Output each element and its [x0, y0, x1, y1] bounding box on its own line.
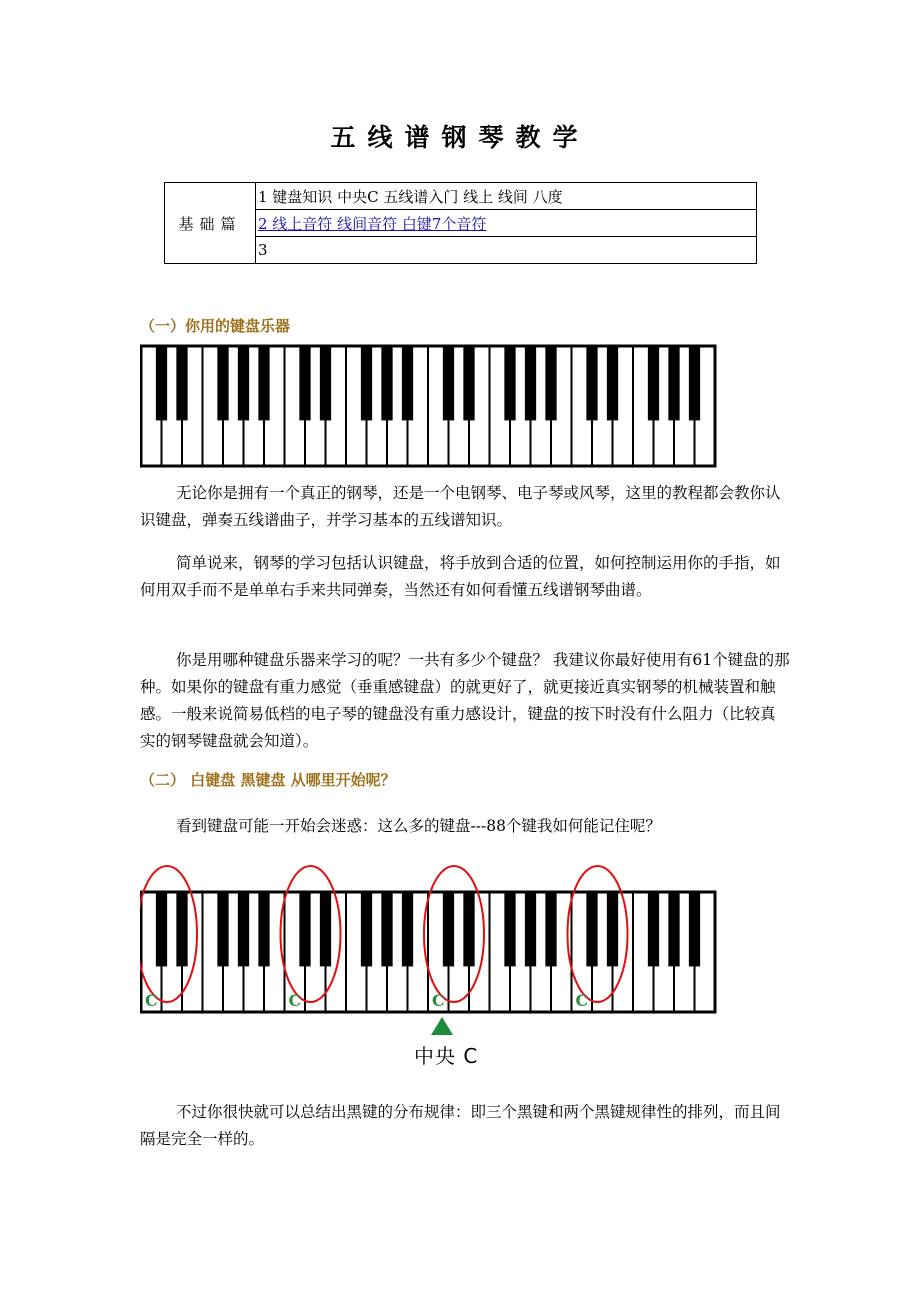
black-key: [689, 346, 700, 420]
black-key: [525, 892, 536, 966]
black-key: [689, 892, 700, 966]
black-key: [648, 892, 659, 966]
middle-c-label: 中央 C: [414, 1044, 479, 1068]
black-key: [320, 346, 331, 420]
black-key: [217, 892, 228, 966]
section-2-paragraph-2: 不过你很快就可以总结出黑键的分布规律：即三个黑键和两个黑键规律性的排列，而且间隔是完全一样的。: [140, 1103, 781, 1148]
toc-table: [164, 182, 757, 264]
toc-row-2: [256, 210, 757, 237]
black-key: [361, 892, 372, 966]
black-key: [463, 892, 474, 966]
c-key-label: C: [288, 991, 302, 1010]
c-key-label: C: [145, 991, 158, 1010]
toc-row-3-text: 3: [258, 241, 268, 259]
black-key: [176, 346, 187, 420]
page-title: 五线谱钢琴教学: [330, 123, 590, 152]
c-key-label: C: [575, 991, 589, 1010]
toc-row-3: [256, 237, 757, 264]
black-key: [607, 892, 618, 966]
black-key: [586, 346, 597, 420]
black-key: [504, 892, 515, 966]
black-key: [320, 892, 331, 966]
up-arrow-icon: [431, 1017, 453, 1035]
black-key: [156, 346, 167, 420]
black-key: [648, 346, 659, 420]
c-key-label: C: [432, 991, 445, 1010]
keyboard-image: [140, 344, 722, 468]
black-key: [504, 346, 515, 420]
black-key: [525, 346, 536, 420]
black-key: [361, 346, 372, 420]
section-1-paragraph-1: 无论你是拥有一个真正的钢琴，还是一个电钢琴、电子琴或风琴，这里的教程都会教你认识键盘，弹奏五线谱曲子，并学习基本的五线谱知识。: [140, 484, 781, 529]
black-key: [258, 892, 269, 966]
black-key: [545, 346, 556, 420]
keyboard-diagram: [140, 864, 722, 1034]
black-key: [381, 346, 392, 420]
black-key: [217, 346, 228, 420]
black-key: [402, 346, 413, 420]
black-key: [258, 346, 269, 420]
black-key: [238, 346, 249, 420]
section-1-paragraph-2: 简单说来，钢琴的学习包括认识键盘，将手放到合适的位置，如何控制运用你的手指，如何用双手而不是单单右手来共同弹奏，当然还有如何看懂五线谱钢琴曲谱。: [140, 554, 781, 599]
black-key: [443, 892, 454, 966]
black-key: [156, 892, 167, 966]
black-key: [299, 892, 310, 966]
black-key: [402, 892, 413, 966]
black-key: [545, 892, 556, 966]
black-key: [668, 346, 679, 420]
black-key: [463, 346, 474, 420]
black-key: [668, 892, 679, 966]
black-key: [299, 346, 310, 420]
section-2-heading: （二） 白键盘 黑键盘 从哪里开始呢？: [140, 771, 396, 789]
black-key: [607, 346, 618, 420]
toc-row-1: [256, 183, 757, 210]
black-key: [381, 892, 392, 966]
toc-row-2-link[interactable]: 2 线上音符 线间音符 白键7个音符: [258, 214, 487, 233]
black-key: [238, 892, 249, 966]
toc-header: 基础篇: [165, 183, 256, 264]
black-key: [586, 892, 597, 966]
black-key: [176, 892, 187, 966]
section-1-heading: （一）你用的键盘乐器: [140, 317, 291, 335]
black-key: [443, 346, 454, 420]
toc-row-1-text: 1 键盘知识 中央C 五线谱入门 线上 线间 八度: [258, 187, 563, 206]
section-1-paragraph-3: 你是用哪种键盘乐器来学习的呢？一共有多少个键盘？ 我建议你最好使用有61个键盘的那种。如果你的键盘有重力感觉（垂重感键盘）的就更好了，就更接近真实钢琴的机械装置和触感。一般来说简易低档的电子琴的键盘没有重力感设计，键盘的按下时没有什么阻力（比较真实的钢琴键盘就会知道）。: [140, 651, 790, 750]
section-2-paragraph-1: 看到键盘可能一开始会迷惑：这么多的键盘---88个键我如何能记住呢？: [176, 817, 661, 835]
